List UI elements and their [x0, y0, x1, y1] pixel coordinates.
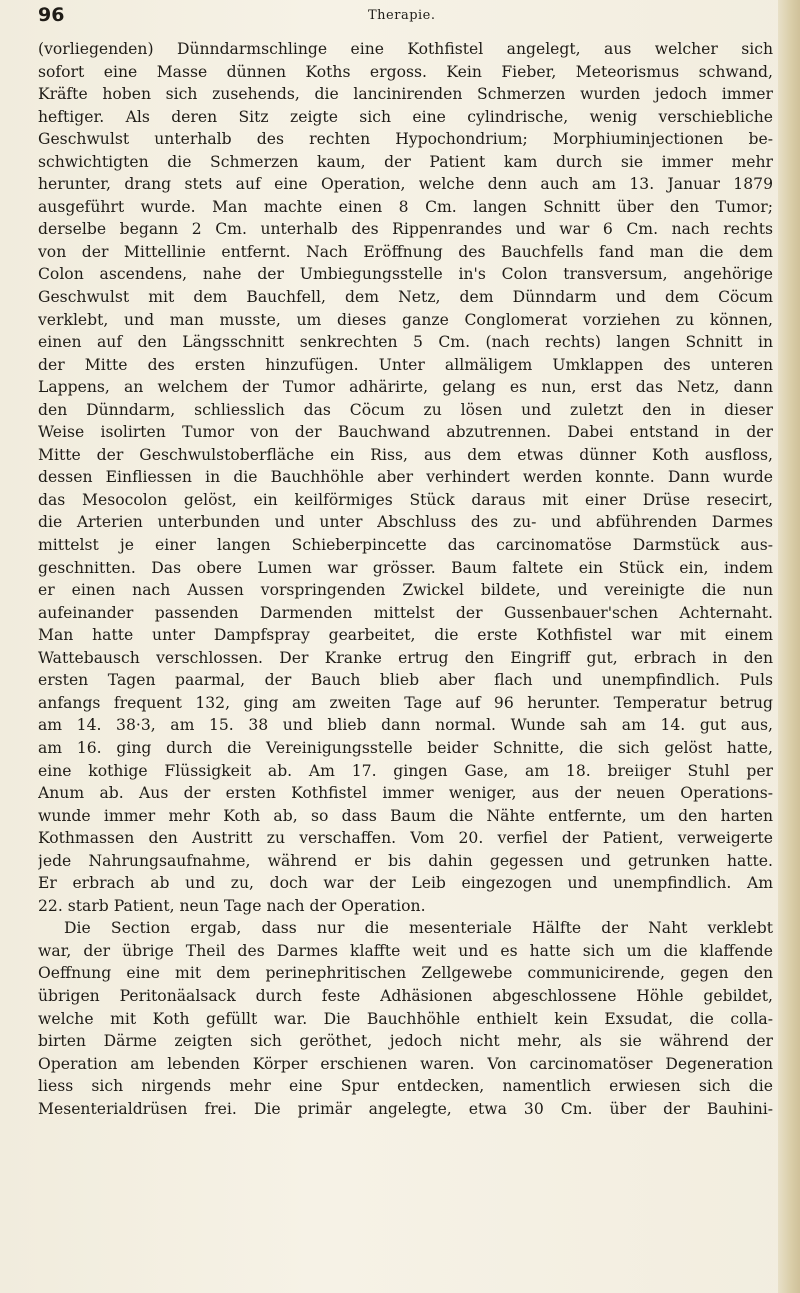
text-line: Er erbrach ab und zu, doch war der Leib eingezogen und unempfindlich. Am [38, 874, 773, 893]
text-line: Oeffnung eine mit dem perinephritischen Zellgewebe communicirende, gegen den [38, 964, 773, 983]
text-line: Kothmassen den Austritt zu verschaffen. Vom 20. verfiel der Patient, verweigerte [38, 829, 773, 848]
text-line: wunde immer mehr Koth ab, so dass Baum die Nähte entfernte, um den harten [38, 806, 773, 825]
text-line: Mitte der Geschwulstoberfläche ein Riss, aus dem etwas dünner Koth ausfloss, [38, 445, 773, 464]
text-line: Man hatte unter Dampfspray gearbeitet, die erste Kothfistel war mit einem [38, 626, 773, 645]
text-line: (vorliegenden) Dünndarmschlinge eine Kothfistel angelegt, aus welcher sich [38, 40, 773, 58]
text-line: birten Därme zeigten sich geröthet, jedoch nicht mehr, als sie während der [38, 1032, 773, 1051]
text-line: einen auf den Längsschnitt senkrechten 5 Cm. (nach rechts) langen Schnitt in [38, 333, 773, 352]
body-text [38, 38, 773, 1120]
text-line: Operation am lebenden Körper erschienen waren. Von carcinomatöser Degeneration [38, 1054, 773, 1073]
text-line: Die Section ergab, dass nur die mesenteriale Hälfte der Naht verklebt [64, 919, 773, 938]
page-edge [778, 0, 800, 1293]
text-line: den Dünndarm, schliesslich das Cöcum zu lösen und zuletzt den in dieser [38, 400, 773, 419]
text-line: er einen nach Aussen vorspringenden Zwickel bildete, und vereinigte die nun [38, 581, 773, 600]
text-line: der Mitte des ersten hinzufügen. Unter allmäligem Umklappen des unteren [38, 355, 773, 374]
text-line: am 16. ging durch die Vereinigungsstelle beider Schnitte, die sich gelöst hatte, [38, 738, 773, 757]
text-line: schwichtigten die Schmerzen kaum, der Patient kam durch sie immer mehr [38, 152, 773, 171]
text-line: liess sich nirgends mehr eine Spur entdecken, namentlich erwiesen sich die [38, 1077, 773, 1096]
page-number: 96 [38, 4, 65, 26]
text-line: Wattebausch verschlossen. Der Kranke ertrug den Eingriff gut, erbrach in den [38, 648, 773, 667]
text-line: Lappens, an welchem der Tumor adhärirte, gelang es nun, erst das Netz, dann [38, 378, 773, 397]
page-header [38, 4, 778, 30]
text-line: die Arterien unterbunden und unter Abschluss des zu- und abführenden Darmes [38, 513, 773, 532]
text-line: Anum ab. Aus der ersten Kothfistel immer weniger, aus der neuen Operations- [38, 784, 773, 803]
text-line: herunter, drang stets auf eine Operation, welche denn auch am 13. Januar 1879 [38, 175, 773, 194]
text-line: aufeinander passenden Darmenden mittelst der Gussenbauer'schen Achternaht. [38, 603, 773, 622]
text-line: welche mit Koth gefüllt war. Die Bauchhöhle enthielt kein Exsudat, die colla- [38, 1009, 773, 1028]
text-line: von der Mittellinie entfernt. Nach Eröffnung des Bauchfells fand man die dem [38, 242, 773, 261]
text-line: sofort eine Masse dünnen Koths ergoss. Kein Fieber, Meteorismus schwand, [38, 62, 773, 81]
text-line: dessen Einfliessen in die Bauchhöhle aber verhindert werden konnte. Dann wurde [38, 468, 773, 487]
text-line: derselbe begann 2 Cm. unterhalb des Rippenrandes und war 6 Cm. nach rechts [38, 220, 773, 239]
text-line: ausgeführt wurde. Man machte einen 8 Cm. langen Schnitt über den Tumor; [38, 197, 773, 216]
text-line: Colon ascendens, nahe der Umbiegungsstelle in's Colon transversum, angehörige [38, 265, 773, 284]
text-line: Mesenterialdrüsen frei. Die primär angelegte, etwa 30 Cm. über der Bauhini- [38, 1099, 773, 1118]
text-line: ersten Tagen paarmal, der Bauch blieb aber flach und unempfindlich. Puls [38, 671, 773, 690]
text-line: Geschwulst unterhalb des rechten Hypochondrium; Morphiuminjectionen be- [38, 130, 773, 149]
text-line: Kräfte hoben sich zusehends, die lancinirenden Schmerzen wurden jedoch immer [38, 85, 773, 104]
text-line: jede Nahrungsaufnahme, während er bis dahin gegessen und getrunken hatte. [38, 851, 773, 870]
text-line: heftiger. Als deren Sitz zeigte sich eine cylindrische, wenig verschiebliche [38, 107, 773, 126]
text-line: am 14. 38·3, am 15. 38 und blieb dann normal. Wunde sah am 14. gut aus, [38, 716, 773, 735]
text-line: das Mesocolon gelöst, ein keilförmiges Stück daraus mit einer Drüse resecirt, [38, 490, 773, 509]
text-line: mittelst je einer langen Schieberpincette das carcinomatöse Darmstück aus- [38, 536, 773, 555]
text-line: geschnitten. Das obere Lumen war grösser. Baum faltete ein Stück ein, indem [38, 558, 773, 577]
text-line: 22. starb Patient, neun Tage nach der Operation. [38, 896, 426, 915]
text-line: anfangs frequent 132, ging am zweiten Tage auf 96 herunter. Temperatur betrug [38, 693, 773, 712]
text-line: war, der übrige Theil des Darmes klaffte weit und es hatte sich um die klaffende [38, 941, 773, 960]
text-line: verklebt, und man musste, um dieses ganze Conglomerat vorziehen zu können, [38, 310, 773, 329]
text-line: übrigen Peritonäalsack durch feste Adhäsionen abgeschlossene Höhle gebildet, [38, 986, 773, 1005]
running-head: Therapie. [368, 8, 436, 23]
text-line: Weise isolirten Tumor von der Bauchwand abzutrennen. Dabei entstand in der [38, 423, 773, 442]
text-line: eine kothige Flüssigkeit ab. Am 17. gingen Gase, am 18. breiiger Stuhl per [38, 761, 773, 780]
text-line: Geschwulst mit dem Bauchfell, dem Netz, dem Dünndarm und dem Cöcum [38, 288, 773, 307]
